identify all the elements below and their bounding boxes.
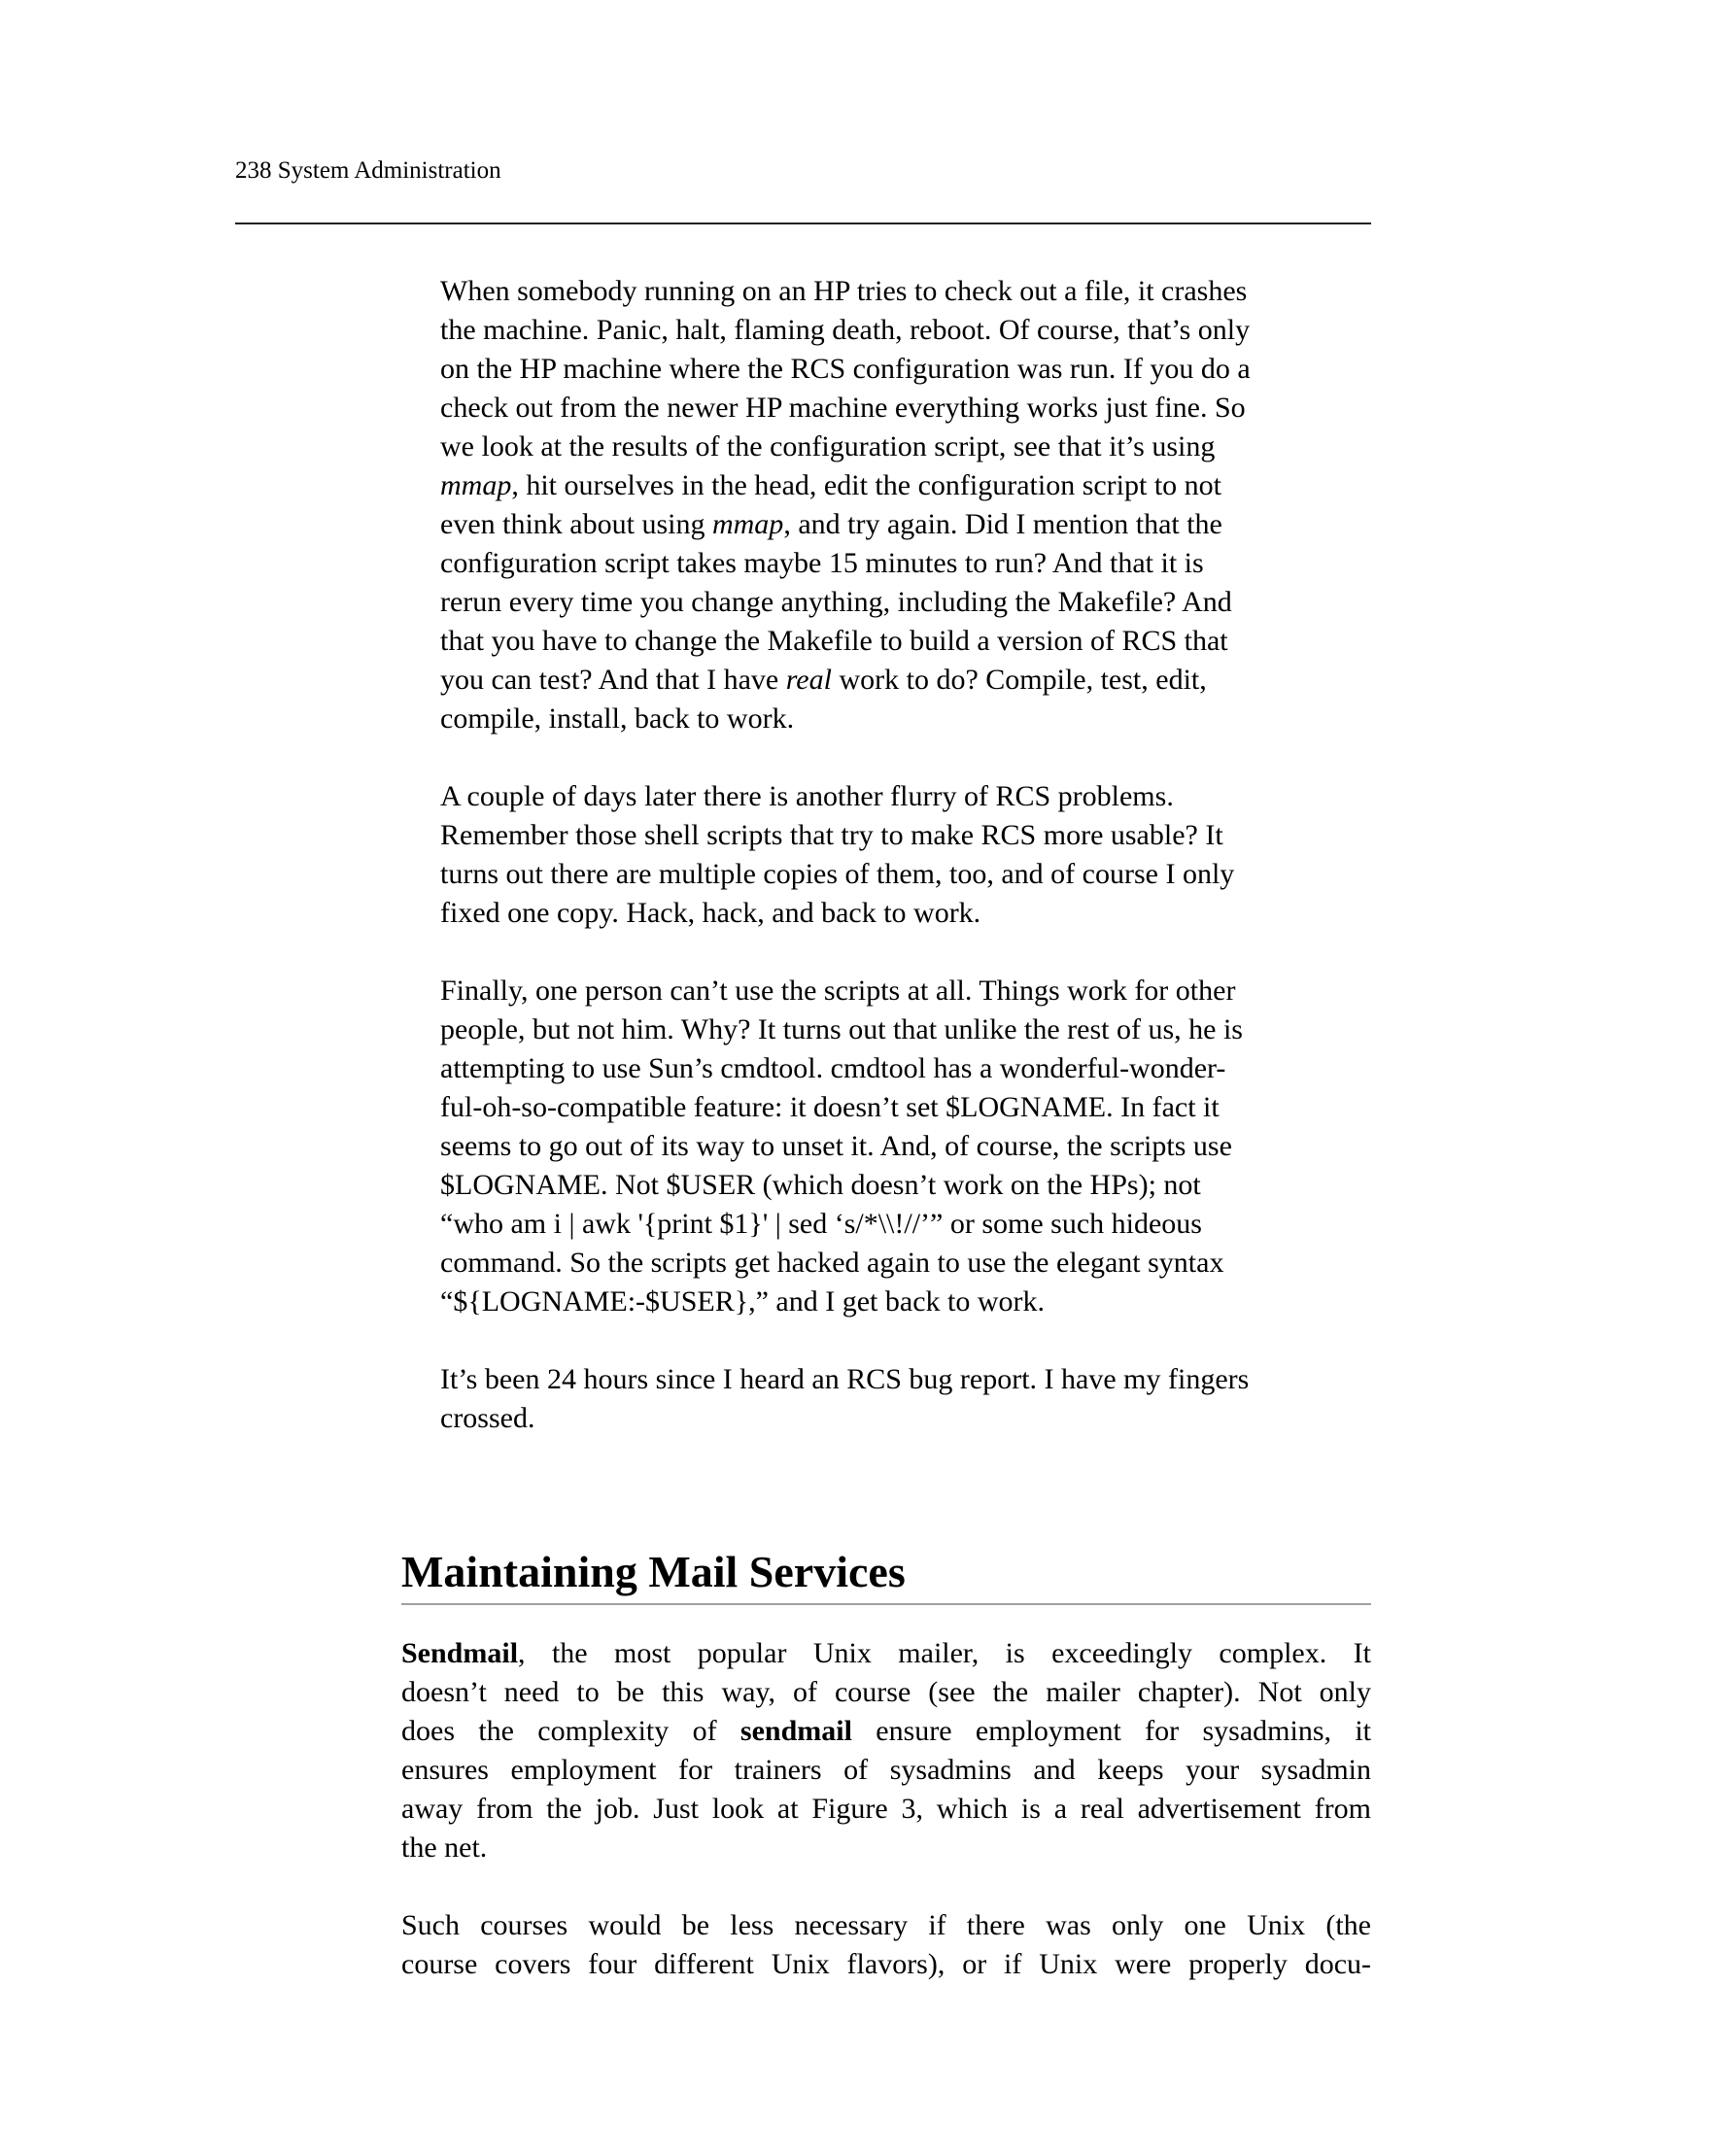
paragraph	[401, 1906, 1371, 1984]
text-line	[440, 661, 1344, 700]
text-line: “${LOGNAME:-$USER},” and I get back to work.	[440, 1285, 1046, 1318]
text-line: seems to go out of its way to unset it. And, of course, the scripts use	[440, 1130, 1232, 1162]
text-line: ensures employment for trainers of sysadmins and keeps your sysadmin	[401, 1754, 1371, 1786]
text-line: the machine. Panic, halt, flaming death, reboot. Of course, that’s only	[440, 314, 1251, 346]
text-line	[440, 505, 1344, 544]
emphasis-mmap: mmap	[711, 508, 784, 540]
paragraph	[440, 1360, 1344, 1438]
text-line: compile, install, back to work.	[440, 702, 795, 735]
text-line: that you have to change the Makefile to build a version of RCS that	[440, 625, 1228, 657]
paragraph	[440, 777, 1344, 933]
text-run: work to do? Compile, test, edit,	[831, 664, 1207, 696]
text-run: even think about using	[440, 508, 712, 540]
section-heading-rule	[401, 1603, 1371, 1605]
text-line: Remember those shell scripts that try to make RCS more usable? It	[440, 819, 1223, 851]
emphasis-real: real	[785, 664, 832, 696]
text-line: Such courses would be less necessary if there was only one Unix (the	[401, 1909, 1371, 1941]
text-line: ful-oh-so-compatible feature: it doesn’t set $LOGNAME. In fact it	[440, 1091, 1220, 1123]
emphasis-mmap: mmap	[440, 469, 512, 501]
text-line	[401, 1634, 1371, 1673]
text-line: configuration script takes maybe 15 minutes to run? And that it is	[440, 547, 1204, 579]
text-line: turns out there are multiple copies of them, too, and of course I only	[440, 858, 1235, 890]
text-line	[440, 466, 1344, 505]
text-line	[401, 1712, 1371, 1751]
text-line: When somebody running on an HP tries to check out a file, it crashes	[440, 275, 1248, 307]
header-rule	[235, 222, 1371, 224]
paragraph	[440, 272, 1344, 738]
section-heading: Maintaining Mail Services	[401, 1547, 906, 1596]
keyword-sendmail: Sendmail	[401, 1637, 519, 1669]
quoted-narrative	[440, 272, 1344, 1477]
section-maintaining-mail-services	[401, 1547, 1371, 2023]
text-line: course covers four different Unix flavors), or if Unix were properly docu-	[401, 1948, 1371, 1980]
text-line: “who am i | awk '{print $1}' | sed ‘s/*\\!//’” or some such hideous	[440, 1208, 1202, 1240]
keyword-sendmail: sendmail	[739, 1715, 852, 1747]
paragraph	[440, 972, 1344, 1321]
text-line: doesn’t need to be this way, of course (see the mailer chapter). Not only	[401, 1676, 1371, 1708]
section-body	[401, 1634, 1371, 1984]
text-line: crossed.	[440, 1402, 535, 1434]
text-line: attempting to use Sun’s cmdtool. cmdtool has a wonderful-wonder-	[440, 1052, 1226, 1084]
text-run: does the complexity of	[401, 1715, 740, 1747]
text-line: the net.	[401, 1831, 488, 1864]
text-line: fixed one copy. Hack, hack, and back to work.	[440, 897, 981, 929]
text-line: people, but not him. Why? It turns out that unlike the rest of us, he is	[440, 1013, 1243, 1045]
text-line: rerun every time you change anything, including the Makefile? And	[440, 586, 1232, 618]
running-head: 238 System Administration	[235, 157, 501, 184]
text-line: check out from the newer HP machine everything works just fine. So	[440, 392, 1246, 424]
text-line: command. So the scripts get hacked again to use the elegant syntax	[440, 1247, 1224, 1279]
paragraph	[401, 1634, 1371, 1867]
text-line: away from the job. Just look at Figure 3, which is a real advertisement from	[401, 1793, 1371, 1825]
text-line: $LOGNAME. Not $USER (which doesn’t work on the HPs); not	[440, 1169, 1201, 1201]
text-run: , and try again. Did I mention that the	[783, 508, 1222, 540]
text-run: ensure employment for sysadmins, it	[851, 1715, 1371, 1747]
text-line: we look at the results of the configuration script, see that it’s using	[440, 430, 1216, 462]
text-line: It’s been 24 hours since I heard an RCS bug report. I have my fingers	[440, 1363, 1250, 1395]
text-run: you can test? And that I have	[440, 664, 786, 696]
text-run: , hit ourselves in the head, edit the configuration script to not	[511, 469, 1222, 501]
text-run: , the most popular Unix mailer, is exceedingly complex. It	[518, 1637, 1371, 1669]
text-line: A couple of days later there is another flurry of RCS problems.	[440, 780, 1174, 812]
text-line: Finally, one person can’t use the scripts at all. Things work for other	[440, 975, 1236, 1007]
text-line: on the HP machine where the RCS configuration was run. If you do a	[440, 353, 1251, 385]
